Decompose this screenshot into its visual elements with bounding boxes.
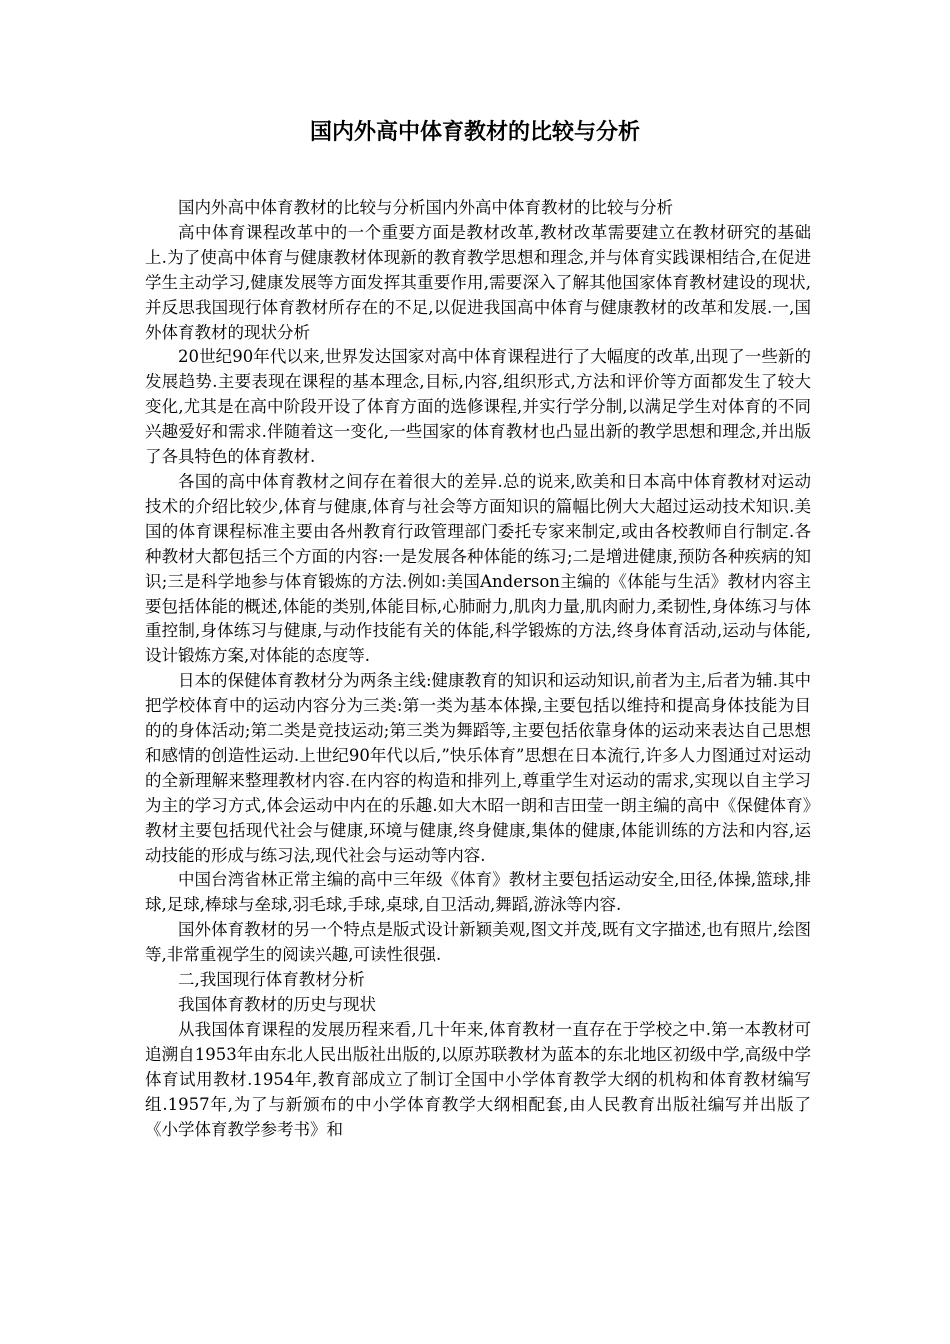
document-body <box>145 196 811 1142</box>
paragraph-domestic-history: 从我国体育课程的发展历程来看,几十年来,体育教材一直存在于学校之中.第一本教材可追溯自1953年由东北人民出版社出版的,以原苏联教材为蓝本的东北地区初级中学,高级中学体育试用教材.1954年,教育部成立了制订全国中小学体育教学大纲的机构和体育教材编写组.1957年,为了与新颁布的中小学体育教学大纲相配套,由人民教育出版社编写并出版了《小学体育教学参考书》和 <box>145 1019 811 1139</box>
section-heading-domestic: 二,我国现行体育教材分析 <box>178 970 365 990</box>
paragraph-us-textbooks: 各国的高中体育教材之间存在着很大的差异.总的说来,欧美和日本高中体育教材对运动技术的介绍比较少,体育与健康,体育与社会等方面知识的篇幅比例大大超过运动技术知识.美国的体育课程标准主要由各州教育行政管理部门委托专家来制定,或由各校教师自行制定.各种教材大都包括三个方面的内容:一是发展各种体能的练习;二是增进健康,预防各种疾病的知识;三是科学地参与体育锻炼的方法.例如:美国Anderson主编的《体能与生活》教材内容主要包括体能的概述,体能的类别,体能目标,心肺耐力,肌肉力量,肌肉耐力,柔韧性,身体练习与体重控制,身体练习与健康,与动作技能有关的体能,科学锻炼的方法,终身体育活动,运动与体能,设计锻炼方案,对体能的态度等. <box>145 471 811 666</box>
paragraph-design-features: 国外体育教材的另一个特点是版式设计新颖美观,图文并茂,既有文字描述,也有照片,绘图等,非常重视学生的阅读兴趣,可读性很强. <box>145 920 811 965</box>
subsection-heading-history: 我国体育教材的历史与现状 <box>178 995 376 1014</box>
paragraph-foreign-trends: 20世纪90年代以来,世界发达国家对高中体育课程进行了大幅度的改革,出现了一些新的发展趋势.主要表现在课程的基本理念,目标,内容,组织形式,方法和评价等方面都发生了较大变化,尤其是在高中阶段开设了体育方面的选修课程,并实行学分制,以满足学生对体育的不同兴趣爱好和需求.伴随着这一变化,一些国家的体育教材也凸显出新的教学思想和理念,并出版了各具特色的体育教材. <box>145 347 811 467</box>
paragraph-japan-textbooks: 日本的保健体育教材分为两条主线:健康教育的知识和运动知识,前者为主,后者为辅.其中把学校体育中的运动内容分为三类:第一类为基本体操,主要包括以维持和提高身体技能为目的的身体活动;第二类是竞技运动;第三类为舞蹈等,主要包括依靠身体的运动来表达自己思想和感情的创造性运动.上世纪90年代以后,”快乐体育”思想在日本流行,许多人力图通过对运动的全新理解来整理教材内容.在内容的构造和排列上,尊重学生对运动的需求,实现以自主学习为主的学习方式,体会运动中内在的乐趣.如大木昭一朗和吉田莹一朗主编的高中《保健体育》教材主要包括现代社会与健康,环境与健康,终身健康,集体的健康,体能训练的方法和内容,运动技能的形成与练习法,现代社会与运动等内容. <box>145 671 811 865</box>
paragraph-intro-title-repeat: 国内外高中体育教材的比较与分析国内外高中体育教材的比较与分析 <box>178 198 673 217</box>
document-title: 国内外高中体育教材的比较与分析 <box>309 120 640 145</box>
paragraph-reform-background: 高中体育课程改革中的一个重要方面是教材改革,教材改革需要建立在教材研究的基础上.为了使高中体育与健康教材体现新的教育教学思想和理念,并与体育实践课相结合,在促进学生主动学习,健康发展等方面发挥其重要作用,需要深入了解其他国家体育教材建设的现状,并反思我国现行体育教材所存在的不足,以促进我国高中体育与健康教材的改革和发展.一,国外体育教材的现状分析 <box>145 222 811 342</box>
paragraph-taiwan-textbooks: 中国台湾省林正常主编的高中三年级《体育》教材主要包括运动安全,田径,体操,篮球,排球,足球,棒球与垒球,羽毛球,手球,桌球,自卫活动,舞蹈,游泳等内容. <box>145 870 811 915</box>
